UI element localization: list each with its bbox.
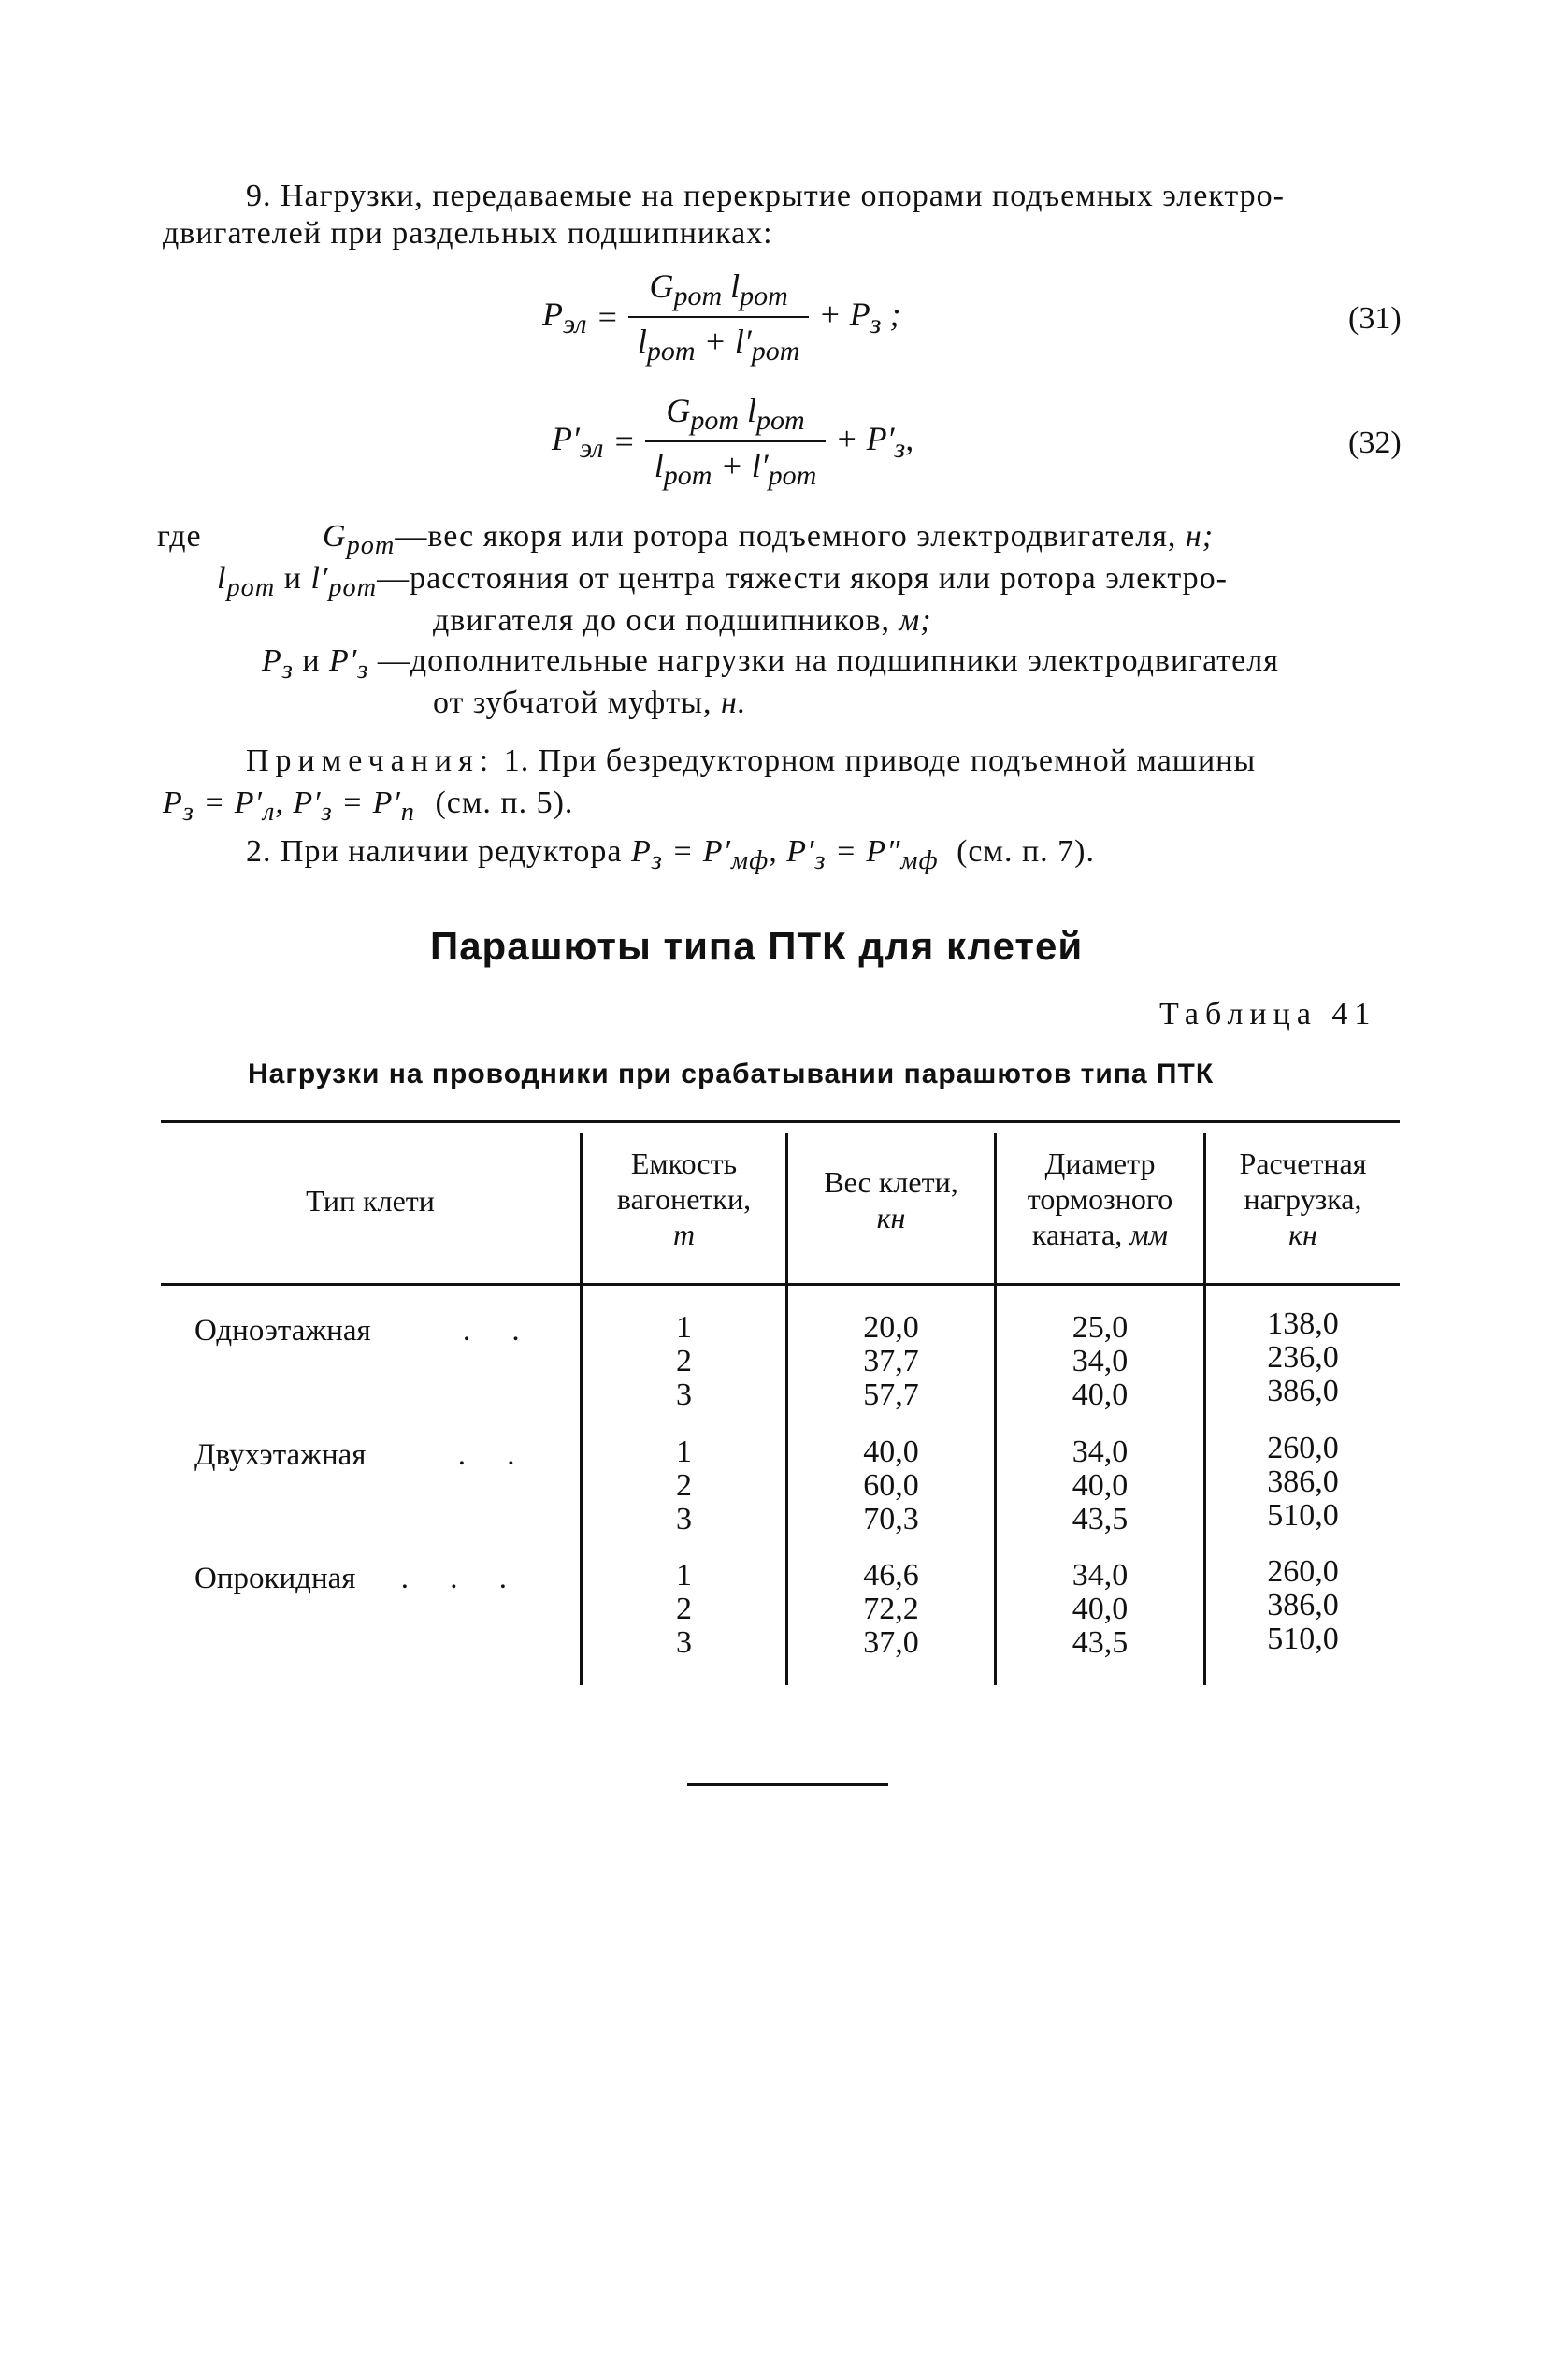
note-1-cont: $P_з = P'_л$, $P'_з = P'_п$ (см. п. 5). (163, 786, 574, 827)
header-capacity: Емкость вагонетки, т (616, 1146, 752, 1251)
eq32-tail: + $P'_з$, (835, 419, 914, 464)
definition-1: $G_{рот}—вес$ якоря или ротора подъемного электродвигателя, н; (323, 519, 1215, 560)
equation-32-number: (32) (1348, 425, 1402, 460)
table-label: Таблица 41 (1159, 997, 1377, 1031)
intro-line-2: двигателей при раздельных подшипниках: (163, 216, 773, 251)
eq31-lhs: $P_{эл}$ (542, 295, 587, 339)
table-cell-diam: 25,0 34,0 40,0 (1072, 1310, 1129, 1412)
equation-31-number: (31) (1348, 301, 1402, 336)
table-header-rule (161, 1283, 1400, 1286)
note-1: Примечания: 1. При безредукторном приводе подъемной машины (246, 743, 1257, 778)
group-name-1: Одноэтажная . . (194, 1314, 537, 1348)
table-cell-load: 138,0 236,0 386,0 (1267, 1306, 1339, 1408)
eq31-tail: + $P_з$ ; (818, 295, 901, 339)
definition-2-cont: двигателя до оси подшипников, м; (433, 603, 932, 638)
table-cell-cap: 1 2 3 (676, 1310, 692, 1412)
group-name-3: Опрокидная . . . (194, 1562, 524, 1595)
table-cell-weight: 20,0 37,7 57,7 (863, 1310, 919, 1412)
table-cell-diam: 34,0 40,0 43,5 (1072, 1435, 1129, 1536)
table-cell-diam: 34,0 40,0 43,5 (1072, 1558, 1129, 1660)
group-name-2: Двухэтажная . . (194, 1438, 532, 1472)
table-top-rule (161, 1120, 1400, 1123)
table-cell-cap: 1 2 3 (676, 1435, 692, 1536)
definition-3: $P_з$ и $P'_з$ —дополнительные нагрузки на подшипники электродвигателя (262, 643, 1279, 685)
notes-label: Примечания: (246, 743, 496, 778)
eq32-lhs: $P'_{эл}$ (552, 419, 604, 464)
definition-2: $l_{рот}$ и $l'_{рот}—расстояния$ от центра тяжести якоря или ротора электро- (217, 561, 1228, 602)
header-diameter: Диаметр тормозного каната, мм (1027, 1146, 1173, 1251)
intro-line-1: 9. Нагрузки, передаваемые на перекрытие опорами подъемных электро- (246, 179, 1285, 213)
end-rule (687, 1783, 888, 1786)
header-type: Тип клети (306, 1184, 435, 1218)
table-cell-load: 260,0 386,0 510,0 (1267, 1554, 1339, 1656)
equation-31 (542, 267, 900, 368)
table-cell-weight: 46,6 72,2 37,0 (863, 1558, 919, 1660)
table-caption: Нагрузки на проводники при срабатывании парашютов типа ПТК (248, 1059, 1215, 1089)
section-heading: Парашюты типа ПТК для клетей (430, 924, 1084, 968)
eq31-equals: = (597, 298, 617, 337)
table-cell-load: 260,0 386,0 510,0 (1267, 1431, 1339, 1533)
definition-3-cont: от зубчатой муфты, н. (433, 685, 747, 720)
header-load: Расчетная нагрузка, кн (1239, 1146, 1367, 1251)
table-cell-cap: 1 2 3 (676, 1558, 692, 1660)
note-2: 2. При наличии редуктора $P_з = P'_{мф}$, $P'_з = P''_{мф}$ (см. п. 7). (246, 834, 1096, 875)
eq32-equals: = (614, 423, 634, 461)
eq32-fraction: $\frac{G_{рот} l_{рот}}{l_{рот} + l'_{рот}}$ (645, 391, 827, 492)
table-cell-weight: 40,0 60,0 70,3 (863, 1435, 919, 1536)
definitions-where: где (157, 519, 202, 554)
eq31-fraction: $\frac{G_{рот} l_{рот}}{l_{рот} + l'_{рот}}$ (628, 267, 810, 368)
equation-32 (552, 391, 913, 492)
header-weight: Вес клети, кн (824, 1165, 958, 1234)
